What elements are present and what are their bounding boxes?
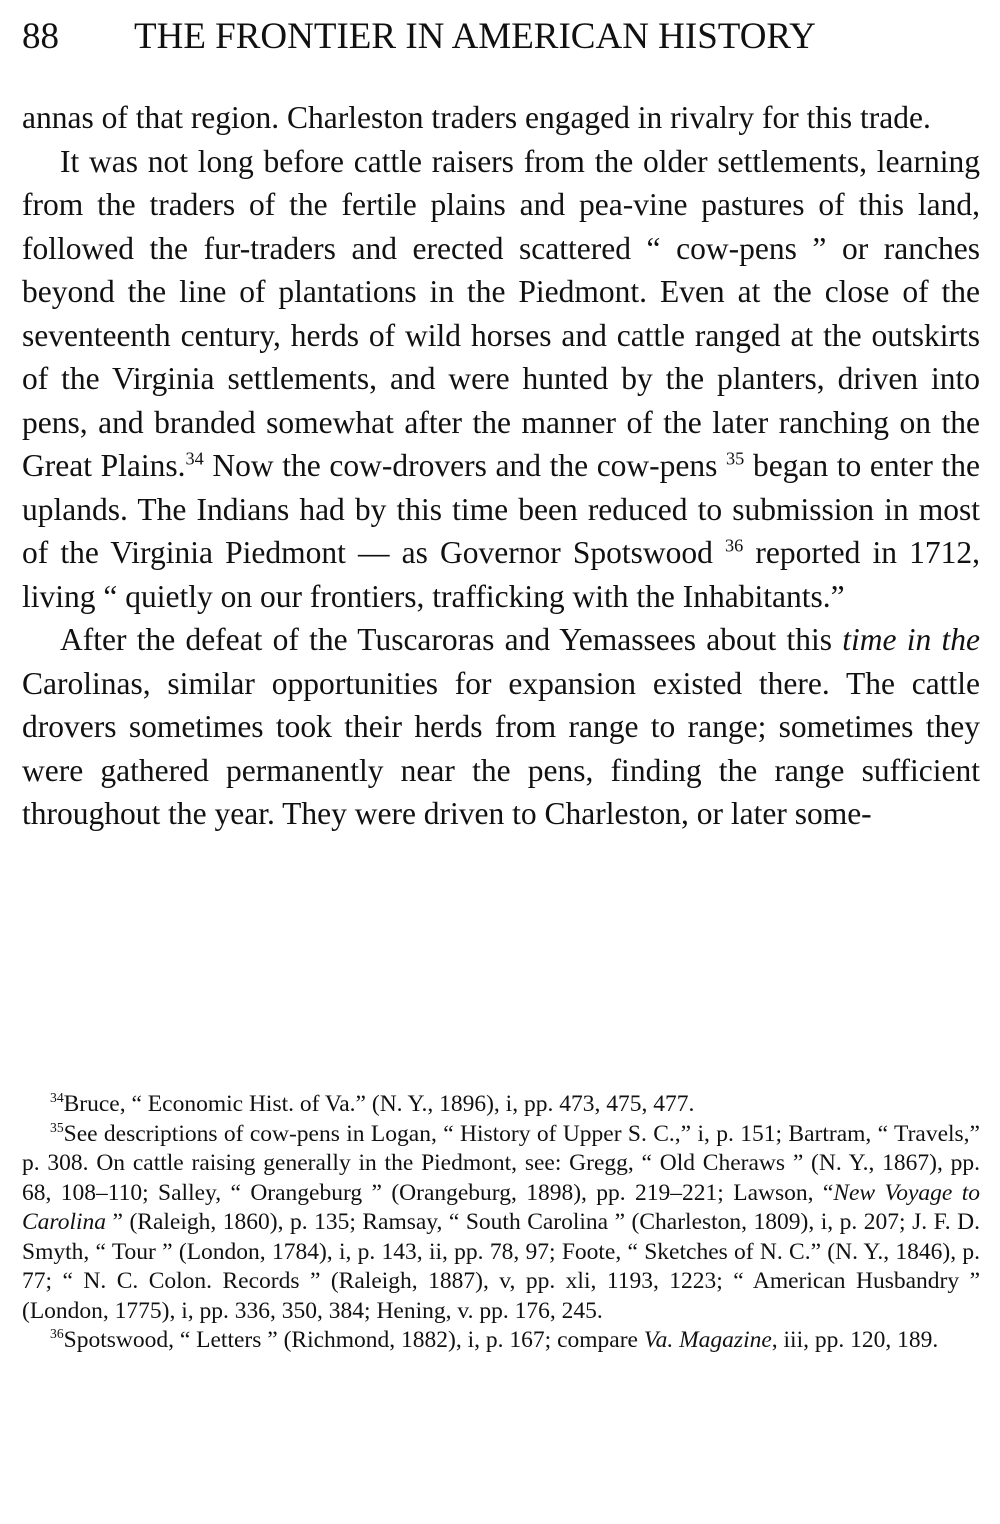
footnote-36: [22, 1326, 980, 1356]
footnote-ref-34: 34: [185, 448, 204, 469]
paragraph-text: reported in 1712, living “ quietly on our frontiers, trafficking with the Inhabitants.”: [22, 535, 980, 614]
italic-title: New Voyage to Carolina: [22, 1179, 980, 1235]
footnote-marker: 36: [50, 1326, 64, 1342]
page-number: 88: [22, 16, 59, 57]
footnote-text: Bruce, “ Economic Hist. of Va.” (N. Y., 1896), i, pp. 473, 475, 477.: [63, 1091, 695, 1117]
footnote-ref-36: 36: [725, 535, 744, 556]
paragraph-carolinas: [22, 618, 980, 836]
paragraph-cattle-raisers: [22, 140, 980, 619]
footnote-text: Spotswood, “ Letters ” (Richmond, 1882), i, p. 167; compare: [63, 1327, 644, 1353]
paragraph-text: began to enter the uplands. The Indians had by this time been reduced to submission in most of the Virginia Piedmont — as Governor Spotswood: [22, 448, 981, 570]
italic-title: Va. Magazine: [643, 1327, 772, 1353]
running-title: THE FRONTIER IN AMERICAN HISTORY: [134, 16, 816, 57]
body-text: [22, 96, 980, 836]
paragraph-text: After the defeat of the Tuscaroras and Yemassees about this: [60, 622, 843, 657]
italic-text: time in the: [842, 622, 980, 657]
footnote-marker: 35: [50, 1119, 64, 1135]
footnote-ref-35: 35: [726, 448, 745, 469]
paragraph-text: Carolinas, similar opportunities for expansion existed there. The cattle drovers sometimes took their herds from range to range; sometimes they were gathered permanently near the pens, finding the range sufficient throughout the year. They were driven to Charleston, or later some-: [22, 665, 980, 831]
footnote-marker: 34: [50, 1090, 64, 1106]
footnotes: [22, 1090, 980, 1356]
footnote-text: ” (Raleigh, 1860), p. 135; Ramsay, “ South Carolina ” (Charleston, 1809), i, p. 207; J. F. D. Smyth, “ Tour ” (London, 1784), i, p. 143, ii, pp. 78, 97; Foote, “ Sketches of N. C.” (N. Y., 1846), p. 77; “ N. C. Colon. Records ” (Raleigh, 1887), v, pp. xli, 1193, 1223; “ American Husbandry ” (London, 1775), i, pp. 336, 350, 384; Hening, v. pp. 176, 245.: [22, 1209, 980, 1324]
footnote-35: [22, 1120, 980, 1327]
footnote-34: [22, 1090, 980, 1120]
paragraph-text: Now the cow-drovers and the cow-pens: [203, 448, 727, 483]
paragraph-text: It was not long before cattle raisers from the older settlements, learning from the traders of the fertile plains and pea-vine pastures of this land, followed the fur-traders and erected scattered “ cow-pens ” or ranches beyond the line of plantations in the Piedmont. Even at the close of the seventeenth century, herds of wild horses and cattle ranged at the outskirts of the Virginia settlements, and were hunted by the planters, driven into pens, and branded somewhat after the manner of the later ranching on the Great Plains.: [22, 143, 980, 483]
footnote-text: See descriptions of cow-pens in Logan, “ History of Upper S. C.,” i, p. 151; Bartram, “ Travels,” p. 308. On cattle raising generally in the Piedmont, see: Gregg, “ Old Cheraws ” (N. Y., 1867), pp. 68, 108–110; Salley, “ Orangeburg ” (Orangeburg, 1898), pp. 219–221; Lawson, “: [22, 1120, 980, 1206]
footnote-text: , iii, pp. 120, 189.: [771, 1327, 939, 1353]
running-header: [22, 12, 982, 62]
paragraph-continued: annas of that region. Charleston traders engaged in rivalry for this trade.: [22, 100, 931, 135]
